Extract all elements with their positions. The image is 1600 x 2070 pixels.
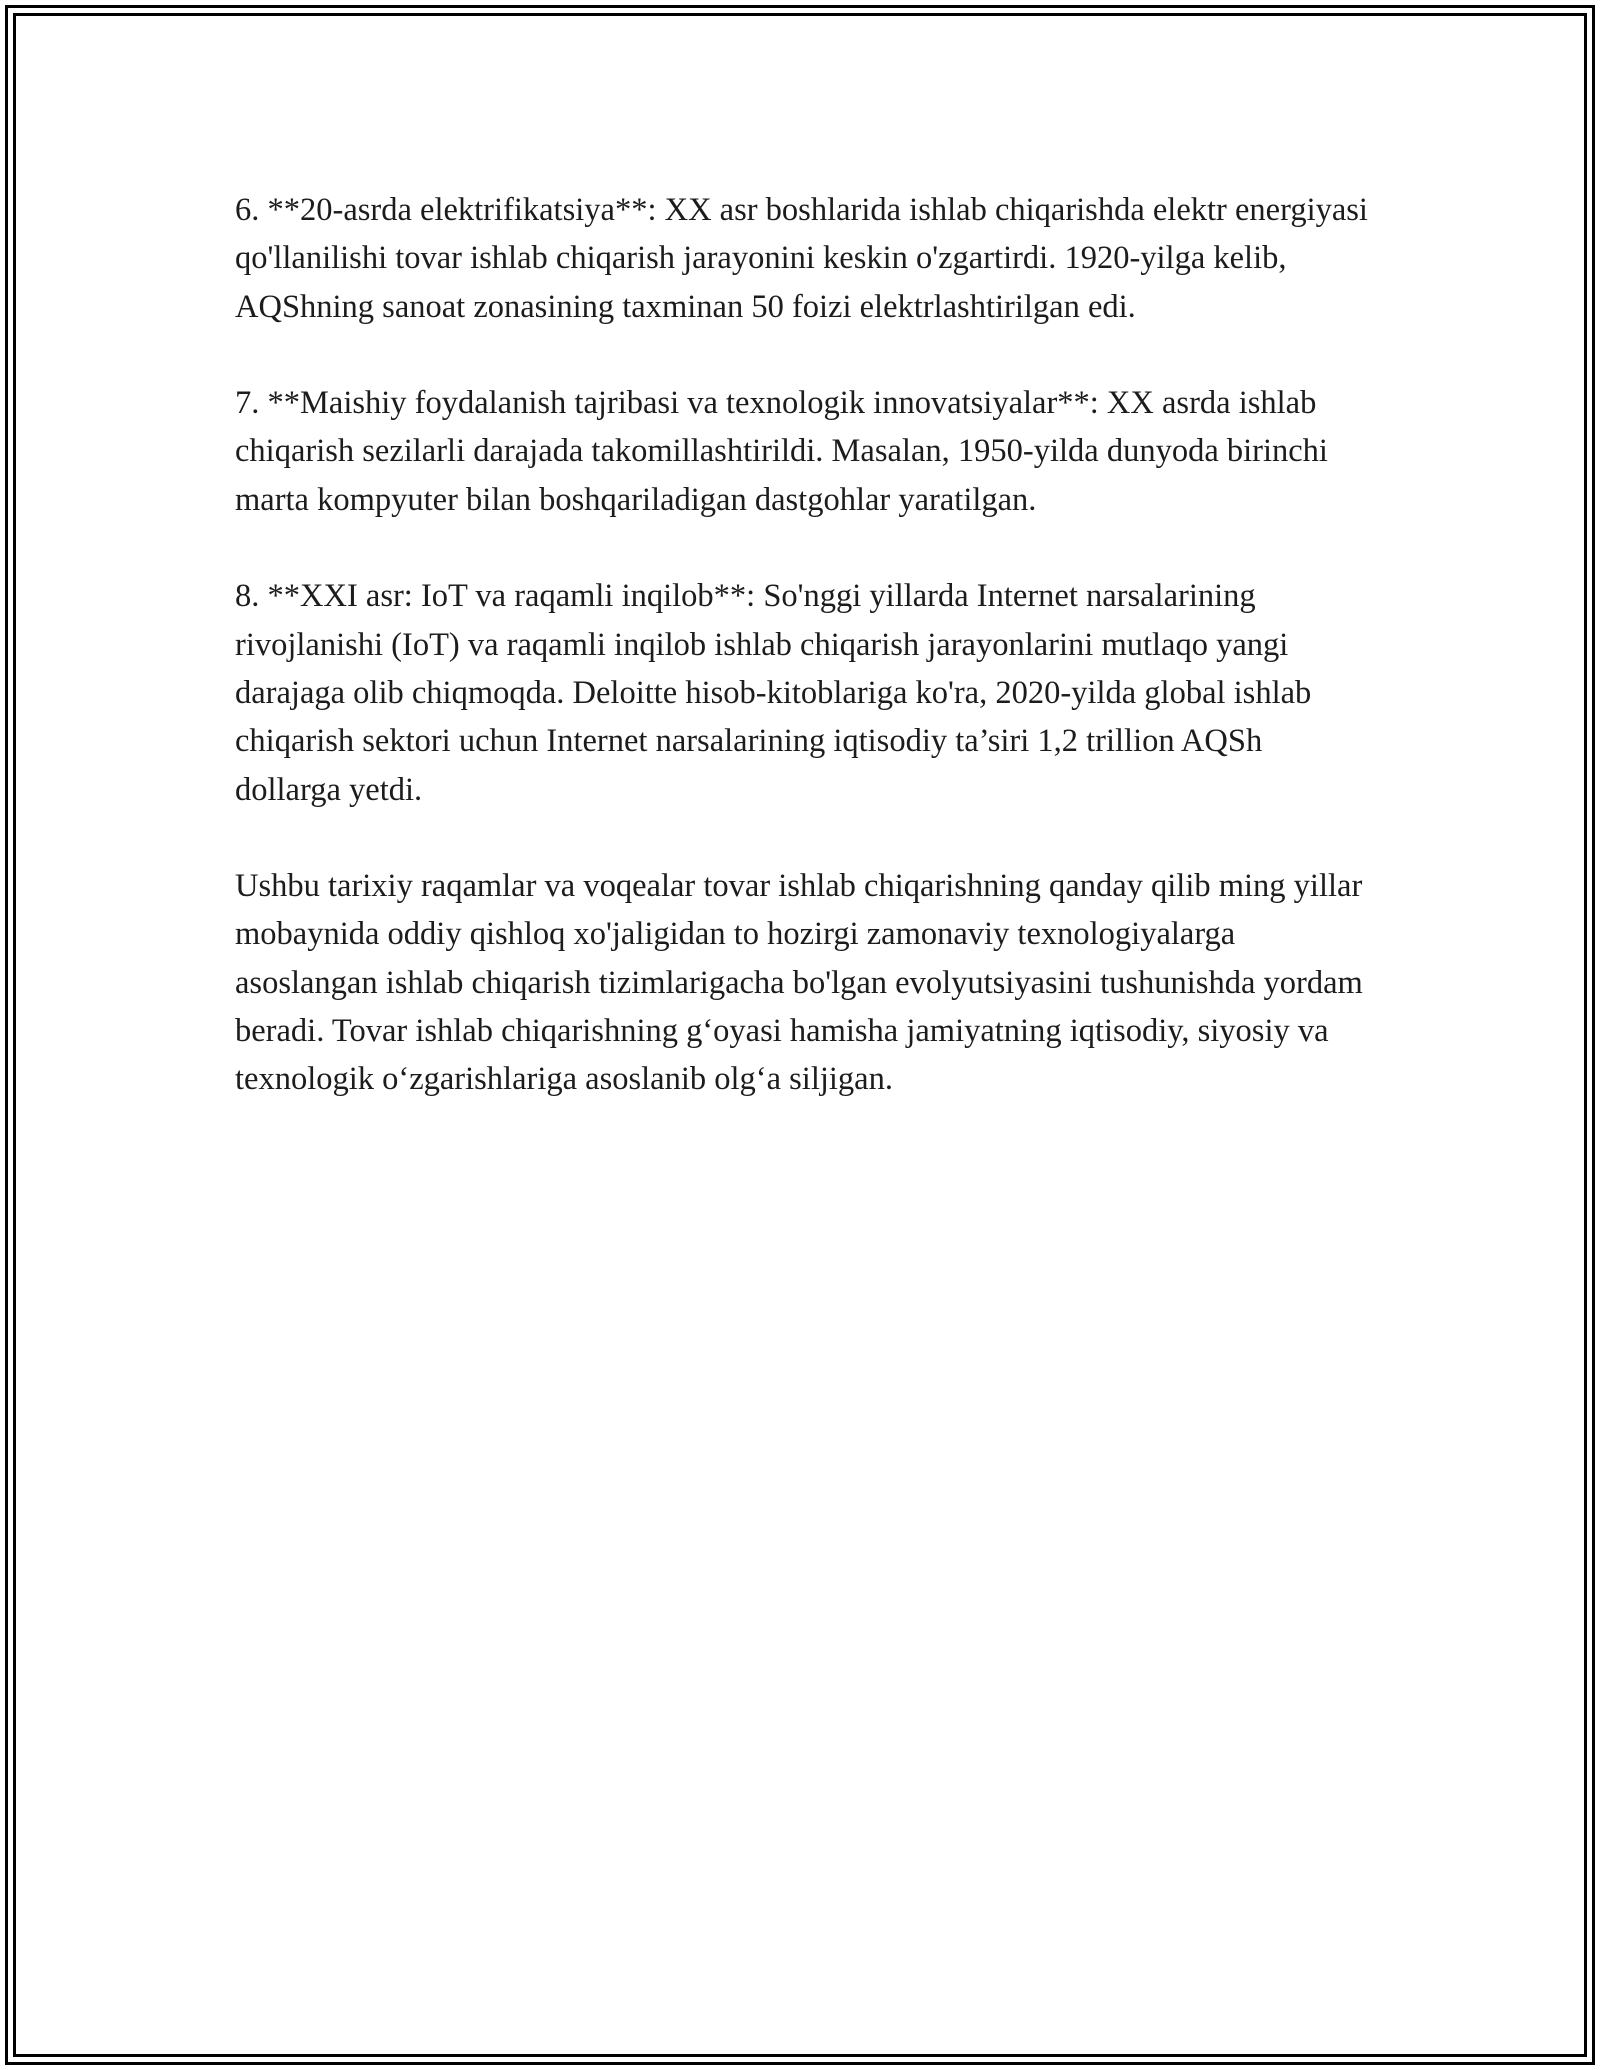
paragraph-item-6: 6. **20-asrda elektrifikatsiya**: XX asr boshlarida ishlab chiqarishda elektr energiyasi qo'llanilishi tovar ishlab chiqarish jarayonini keskin o'zgartirdi. 1920-yilga kelib, AQShning sanoat zonasining taxminan 50 foizi elektrlashtirilgan edi. — [235, 192, 1368, 325]
paragraph-conclusion: Ushbu tarixiy raqamlar va voqealar tovar ishlab chiqarishning qanday qilib ming yillar mobaynida oddiy qishloq xo'jaligidan to hozirgi zamonaviy texnologiyalarga asoslangan ishlab chiqarish tizimlarigacha bo'lgan evolyutsiyasini tushunishda yordam beradi. Tovar ishlab chiqarishning g‘oyasi hamisha jamiyatning iqtisodiy, siyosiy va texnologik o‘zgarishlariga asoslanib olg‘a siljigan. — [235, 868, 1363, 1098]
paragraph-item-8: 8. **XXI asr: IoT va raqamli inqilob**: So'nggi yillarda Internet narsalarining rivojlanishi (IoT) va raqamli inqilob ishlab chiqarish jarayonlarini mutlaqo yangi darajaga olib chiqmoqda. Deloitte hisob-kitoblariga ko'ra, 2020-yilda global ishlab chiqarish sektori uchun Internet narsalarining iqtisodiy ta’siri 1,2 trillion AQSh dollarga yetdi. — [235, 578, 1312, 808]
paragraph-item-7: 7. **Maishiy foydalanish tajribasi va texnologik innovatsiyalar**: XX asrda ishlab chiqarish sezilarli darajada takomillashtirildi. Masalan, 1950-yilda dunyoda birinchi marta kompyuter bilan boshqariladigan dastgohlar yaratilgan. — [235, 385, 1328, 518]
document-body — [235, 186, 1370, 1152]
